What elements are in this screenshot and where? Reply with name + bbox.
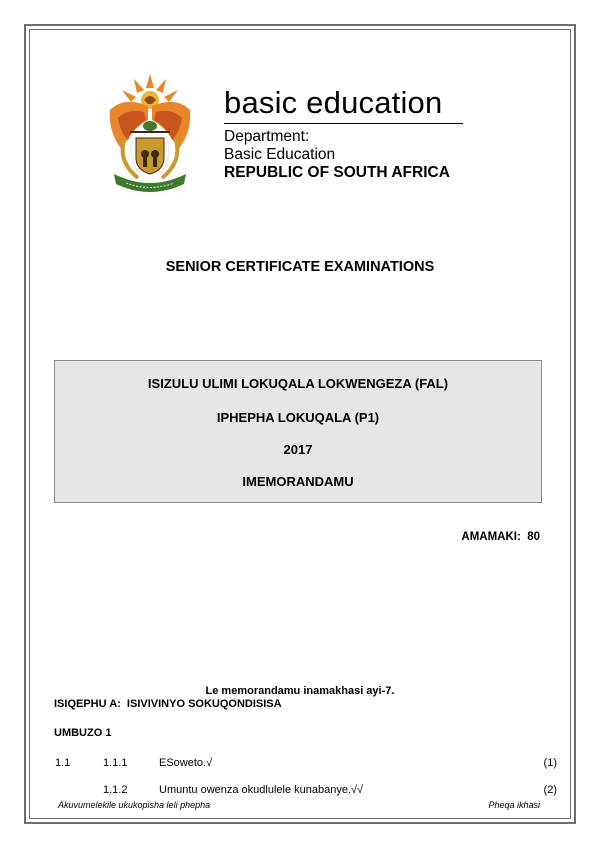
answer-mark: (2) bbox=[543, 784, 557, 796]
brand-line-basic-education: Basic Education bbox=[224, 146, 336, 163]
answer-mark: (1) bbox=[543, 757, 557, 769]
answer-subnumber: 1.1.1 bbox=[103, 757, 128, 769]
cover-box bbox=[54, 360, 542, 503]
brand-line-republic: REPUBLIC OF SOUTH AFRICA bbox=[224, 164, 450, 181]
brand-line-department: Department: bbox=[224, 128, 310, 145]
memo-page-note: Le memorandamu inamakhasi ayi-7. bbox=[205, 685, 395, 697]
cover-doc-type: IMEMORANDAMU bbox=[242, 474, 354, 489]
cover-paper: IPHEPHA LOKUQALA (P1) bbox=[216, 410, 380, 425]
footer-copyright: Akuvumelekile ukukopisha leli phepha bbox=[58, 800, 211, 810]
footer-turn-page: Pheqa ikhasi bbox=[488, 800, 540, 810]
answer-text: ESoweto.√ bbox=[159, 757, 213, 769]
brand-rule bbox=[224, 123, 463, 124]
section-heading: ISIQEPHU A: ISIVIVINYO SOKUQONDISISA bbox=[54, 698, 282, 710]
answer-text: Umuntu owenza okudlulele kunabanye.√√ bbox=[159, 784, 364, 796]
cover-year: 2017 bbox=[283, 442, 313, 457]
cover-subject: ISIZULU ULIMI LOKUQALA LOKWENGEZA (FAL) bbox=[147, 376, 449, 391]
department-brand bbox=[224, 86, 463, 182]
total-marks: AMAMAKI: 80 bbox=[461, 531, 540, 543]
exam-title: SENIOR CERTIFICATE EXAMINATIONS bbox=[165, 259, 435, 275]
brand-title: basic education bbox=[224, 85, 443, 120]
question-heading: UMBUZO 1 bbox=[54, 727, 112, 739]
answer-subnumber: 1.1.2 bbox=[103, 784, 128, 796]
coat-of-arms-icon bbox=[104, 70, 196, 194]
answer-number: 1.1 bbox=[55, 757, 71, 769]
